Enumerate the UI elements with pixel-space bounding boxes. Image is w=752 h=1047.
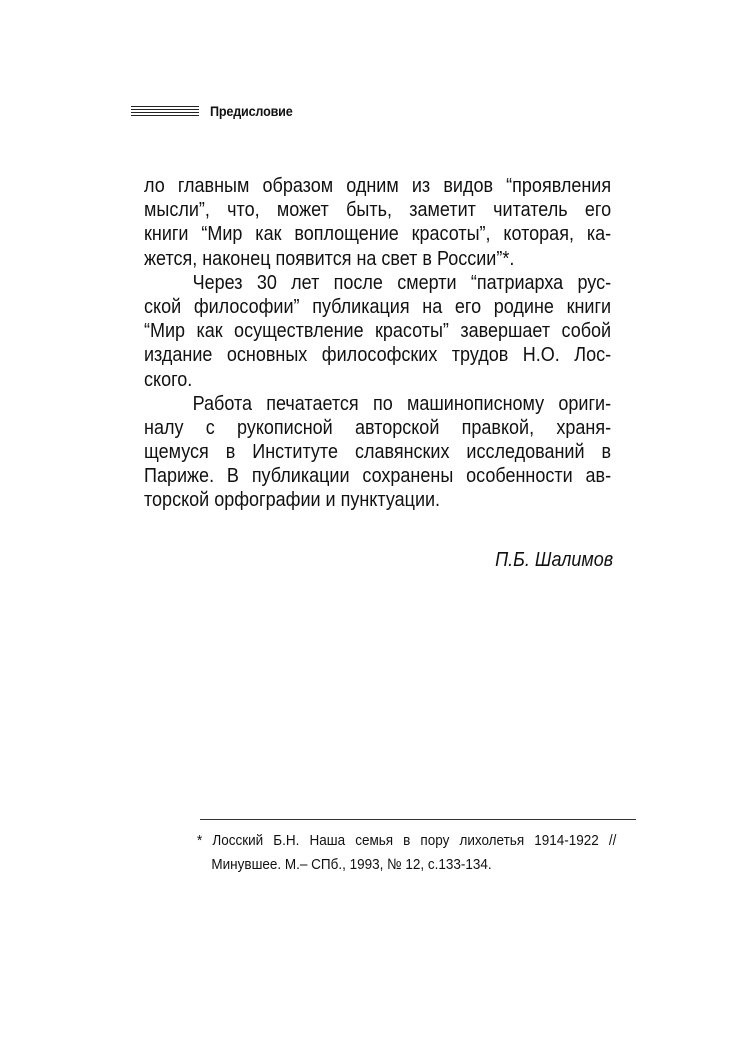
running-head-rule [131, 106, 199, 117]
author-signature: П.Б. Шалимов [494, 549, 613, 571]
footnote-line: * Лосский Б.Н. Наша семья в пору лихолетья 1914-1922 // [197, 832, 617, 849]
text-line: ло главным образом одним из видов “проявления [144, 175, 612, 197]
text-line: торской орфографии и пунктуации. [144, 489, 441, 512]
footnote-line: Минувшее. М.– СПб., 1993, № 12, с.133-134. [211, 856, 492, 873]
text-line: “Мир как осуществление красоты” завершает собой [144, 320, 612, 343]
body-text [144, 174, 611, 513]
footnote-divider [200, 819, 636, 820]
text-line: щемуся в Институте славянских исследований в [144, 441, 612, 464]
text-line: Работа печатается по машинописному ориги- [192, 392, 612, 415]
text-line: ской философии” публикация на его родине книги [144, 295, 612, 318]
text-line: Париже. В публикации сохранены особенности ав- [144, 465, 612, 488]
text-line: жется, наконец появится на свет в России”*. [144, 247, 515, 270]
text-line: налу с рукописной авторской правкой, храня- [144, 416, 612, 439]
text-line: ского. [144, 368, 193, 391]
text-line: издание основных философских трудов Н.О. Лос- [144, 344, 612, 367]
text-line: Через 30 лет после смерти “патриарха рус- [192, 271, 612, 294]
text-line: книги “Мир как воплощение красоты”, которая, ка- [144, 223, 612, 246]
running-head [131, 101, 302, 121]
text-line: мысли”, что, может быть, заметит читатель его [144, 199, 612, 222]
footnote [197, 829, 617, 877]
running-head-title: Предисловие [210, 103, 293, 119]
